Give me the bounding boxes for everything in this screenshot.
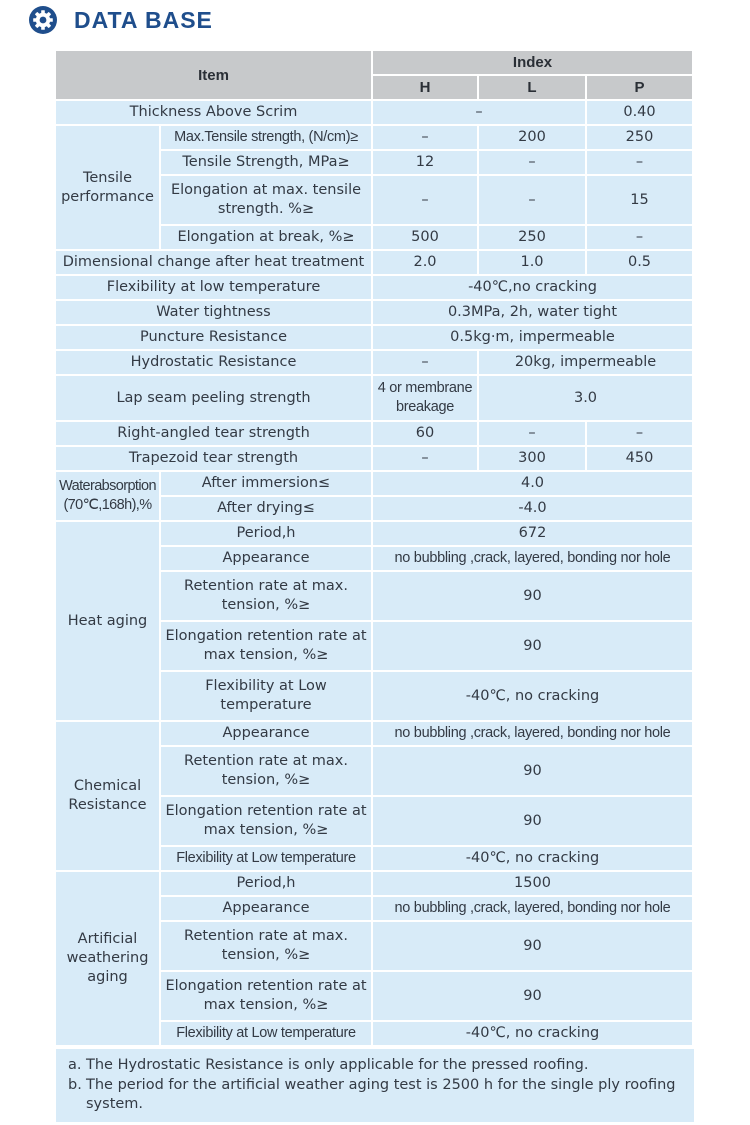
- cell-value: 0.5: [587, 251, 692, 274]
- row-label: Elongation retention rate at max tension, %≥: [161, 797, 371, 845]
- row-label: Hydrostatic Resistance: [56, 351, 371, 374]
- row-label: Retention rate at max. tension, %≥: [161, 747, 371, 795]
- group-label: Tensile performance: [56, 126, 159, 249]
- row-label: Retention rate at max. tension, %≥: [161, 572, 371, 620]
- cell-value: 0.40: [587, 101, 692, 124]
- row-label: Water tightness: [56, 301, 371, 324]
- cell-value: –: [373, 126, 477, 149]
- cell-value: –: [587, 151, 692, 174]
- cell-value: 500: [373, 226, 477, 249]
- row-label: Appearance: [161, 722, 371, 745]
- cell-value: –: [587, 226, 692, 249]
- header-p: P: [587, 76, 692, 99]
- note-b-text: The period for the artificial weather aging test is 2500 h for the single ply roofing system.: [86, 1076, 676, 1112]
- row-label: Flexibility at Low temperature: [161, 847, 371, 870]
- row-label: After immersion≤: [161, 472, 371, 495]
- row-label: Puncture Resistance: [56, 326, 371, 349]
- row-label: Trapezoid tear strength: [56, 447, 371, 470]
- cell-value: -40℃, no cracking: [373, 1022, 692, 1045]
- cell-value: 4 or membrane breakage: [373, 376, 477, 420]
- cell-value: 90: [373, 572, 692, 620]
- table-row: [56, 872, 692, 895]
- row-label: Flexibility at low temperature: [56, 276, 371, 299]
- cell-value: –: [479, 151, 585, 174]
- cell-value: –: [373, 351, 477, 374]
- row-label: Period,h: [161, 872, 371, 895]
- row-label: Right-angled tear strength: [56, 422, 371, 445]
- row-label: Elongation at break, %≥: [161, 226, 371, 249]
- data-table: [54, 49, 694, 1047]
- notes-box: [56, 1049, 694, 1122]
- cell-value: 300: [479, 447, 585, 470]
- header-h: H: [373, 76, 477, 99]
- cell-value: 0.5kg·m, impermeable: [373, 326, 692, 349]
- table-row: [56, 722, 692, 745]
- note-a: [68, 1056, 682, 1076]
- header-item: Item: [56, 51, 371, 99]
- table-row: [56, 301, 692, 324]
- table-row: [56, 522, 692, 545]
- note-b-marker: b.: [68, 1076, 82, 1093]
- row-label: Elongation retention rate at max tension, %≥: [161, 622, 371, 670]
- row-label: Period,h: [161, 522, 371, 545]
- cell-value: 1500: [373, 872, 692, 895]
- table-row: [56, 472, 692, 495]
- table-row: [56, 126, 692, 149]
- table-row: [56, 376, 692, 420]
- row-label: Thickness Above Scrim: [56, 101, 371, 124]
- table-row: [56, 422, 692, 445]
- row-label: Retention rate at max. tension, %≥: [161, 922, 371, 970]
- cell-value: -40℃, no cracking: [373, 672, 692, 720]
- row-label: Elongation at max. tensile strength. %≥: [161, 176, 371, 224]
- header-l: L: [479, 76, 585, 99]
- row-label: After drying≤: [161, 497, 371, 520]
- header-index: Index: [373, 51, 692, 74]
- row-label: Dimensional change after heat treatment: [56, 251, 371, 274]
- row-label: Elongation retention rate at max tension, %≥: [161, 972, 371, 1020]
- cell-value: 672: [373, 522, 692, 545]
- group-label: Chemical Resistance: [56, 722, 159, 870]
- group-label: Artificial weathering aging: [56, 872, 159, 1045]
- note-b: [68, 1076, 682, 1115]
- cell-value: 4.0: [373, 472, 692, 495]
- cell-value: –: [373, 447, 477, 470]
- cell-value: –: [479, 422, 585, 445]
- page-title: DATA BASE: [74, 6, 213, 33]
- row-label: Appearance: [161, 547, 371, 570]
- cell-value: 250: [479, 226, 585, 249]
- cell-value: -40℃,no cracking: [373, 276, 692, 299]
- cell-value: 0.3MPa, 2h, water tight: [373, 301, 692, 324]
- cell-value: 250: [587, 126, 692, 149]
- cell-value: no bubbling ,crack, layered, bonding nor hole: [373, 897, 692, 920]
- table-row: [56, 251, 692, 274]
- cell-value: 60: [373, 422, 477, 445]
- row-label: Max.Tensile strength, (N/cm)≥: [161, 126, 371, 149]
- cell-value: 20kg, impermeable: [479, 351, 692, 374]
- row-label: Tensile Strength, MPa≥: [161, 151, 371, 174]
- gear-icon: [28, 5, 58, 35]
- note-a-marker: a.: [68, 1057, 82, 1073]
- cell-value: –: [587, 422, 692, 445]
- row-label: Flexibility at Low temperature: [161, 1022, 371, 1045]
- row-label: Lap seam peeling strength: [56, 376, 371, 420]
- cell-value: 200: [479, 126, 585, 149]
- cell-value: -4.0: [373, 497, 692, 520]
- cell-value: 90: [373, 622, 692, 670]
- row-label: Flexibility at Low temperature: [161, 672, 371, 720]
- cell-value: –: [373, 101, 585, 124]
- table-row: [56, 276, 692, 299]
- note-a-text: The Hydrostatic Resistance is only applicable for the pressed roofing.: [86, 1057, 589, 1073]
- cell-value: 12: [373, 151, 477, 174]
- table-row: [56, 351, 692, 374]
- table-row: [56, 101, 692, 124]
- cell-value: 450: [587, 447, 692, 470]
- cell-value: 90: [373, 972, 692, 1020]
- cell-value: 3.0: [479, 376, 692, 420]
- cell-value: -40℃, no cracking: [373, 847, 692, 870]
- cell-value: no bubbling ,crack, layered, bonding nor hole: [373, 722, 692, 745]
- group-label: Waterabsorption (70℃,168h),%: [56, 472, 159, 520]
- table-row: [56, 447, 692, 470]
- cell-value: –: [479, 176, 585, 224]
- cell-value: 90: [373, 747, 692, 795]
- cell-value: no bubbling ,crack, layered, bonding nor hole: [373, 547, 692, 570]
- cell-value: 1.0: [479, 251, 585, 274]
- cell-value: 15: [587, 176, 692, 224]
- table-row: [56, 326, 692, 349]
- page-header: [28, 2, 213, 38]
- row-label: Appearance: [161, 897, 371, 920]
- cell-value: –: [373, 176, 477, 224]
- cell-value: 90: [373, 922, 692, 970]
- cell-value: 90: [373, 797, 692, 845]
- cell-value: 2.0: [373, 251, 477, 274]
- group-label: Heat aging: [56, 522, 159, 720]
